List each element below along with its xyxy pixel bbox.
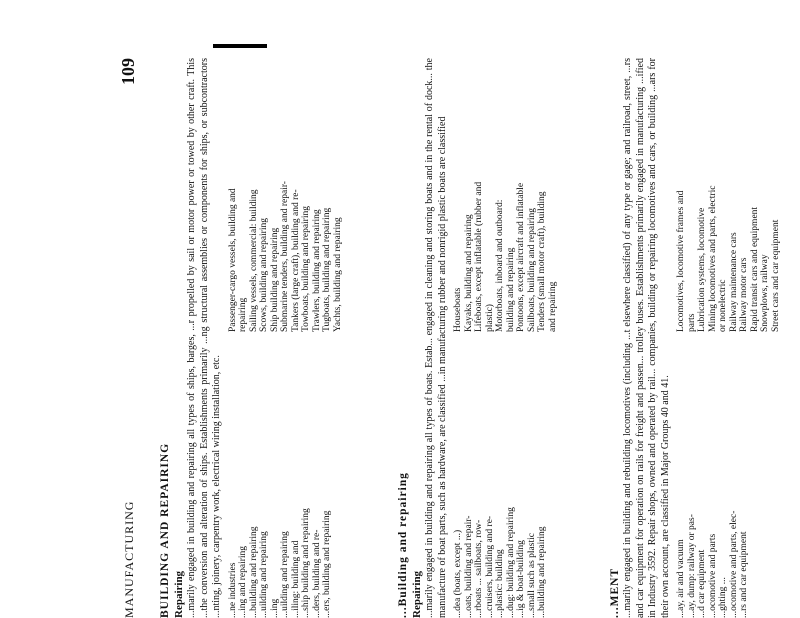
index-entry: ...dea (boats, except ...) — [453, 529, 463, 618]
index-entry: Railway motor cars — [739, 257, 749, 332]
index-entry: Lubrication systems, locomotive — [697, 207, 707, 332]
index-entry: building and repairing — [505, 247, 516, 332]
section-heading: BUILDING AND REPAIRING — [159, 442, 171, 618]
index-entry: ...uilding and repairing — [259, 531, 269, 618]
index-entry: Snowplows, railway — [760, 254, 770, 332]
index-entry: repairing — [238, 297, 248, 332]
index-entry: Street cars and car equipment — [770, 219, 781, 332]
index-entry: Houseboats — [453, 287, 463, 332]
index-entry: parts — [686, 313, 697, 332]
section-ship-building — [158, 58, 343, 618]
index-entry: ...ders, building and re- — [311, 529, 322, 618]
index-entry: Sailing vessels, commercial: building — [248, 189, 259, 332]
index-entry: Mining locomotives and parts, electric — [707, 185, 718, 332]
index-entry: ...ig & boat-building — [516, 540, 526, 618]
index-entry: ...ocomotive and parts, elec- — [728, 510, 739, 618]
index-entry: ...ay, air and vacuum — [676, 539, 686, 618]
section-boat-building — [396, 58, 558, 618]
index-entry: and repairing — [547, 281, 558, 332]
index-entry: Lifeboats, except inflatable (rubber and — [474, 181, 484, 332]
index-entry: ...ghting ... — [718, 577, 728, 618]
index-entry: ...iling: building and — [290, 540, 301, 618]
index-entry: Tankers (large craft), building and re- — [290, 189, 301, 332]
index-entry: ...plastic: building — [495, 549, 505, 618]
index-column-left — [228, 344, 344, 618]
index-entry: Pontoons, except aircraft and inflatable — [516, 182, 526, 332]
index-entry: ...ocomotive and parts — [707, 533, 718, 618]
index-entry: ...ers, building and repairing — [322, 510, 332, 618]
index-entry: ...ing — [269, 598, 280, 618]
index-entry: ...cruisers, building and re- — [484, 515, 495, 618]
redaction-bar — [213, 44, 267, 48]
index-column-right — [453, 58, 558, 332]
index-entry: ...dug: building and repairing — [505, 507, 516, 618]
section-description: ...marily engaged in building and repairing all types of boats. Estab... engaged in cleaning and storing boats and in the rental of dock... the manufacture of boat parts, such as hardware, are classified ...in manufacturing rubber and nonrigid plastic boats are classified — [424, 58, 448, 618]
page-number: 109 — [118, 58, 138, 85]
section-description: ...marily engaged in building and rebuilding locomotives (including ...t elsewhere classified) of any type or gage; and railroad, street, ...rs and car equipment for operation on rails for freight and passen... trolley buses. Establishments primarily engaged in manufacturing ...ified in Industry 3592. Repair shops, owned and operated by rail... companies, building or repairing locomotives and cars, or building ...ars for their own account, are classified in Major Groups 40 and 41. — [622, 58, 671, 618]
index-entry: Towboats, building and repairing — [301, 206, 311, 332]
index-entry: ...small such as plastic — [526, 533, 537, 618]
index-columns — [228, 58, 344, 618]
index-column-right — [676, 58, 781, 332]
index-entry: ...ship building and repairing — [301, 508, 311, 618]
index-columns — [453, 58, 558, 618]
index-entry: Kayaks, building and repairing — [463, 214, 474, 332]
index-entry: plastic) — [484, 304, 495, 332]
index-entry: ...ay, dump: railway or pas- — [686, 514, 697, 618]
index-entry: Ship building and repairing — [269, 227, 280, 332]
index-entry: ...building and repairing — [537, 526, 547, 618]
index-entry: or nonelectric — [718, 279, 728, 332]
section-subheading: Repairing — [173, 570, 185, 618]
index-entry: Motorboats, inboard and outboard: — [495, 199, 505, 332]
section-subheading: Repairing — [411, 570, 423, 618]
index-entry: Railway maintenance cars — [728, 232, 739, 332]
page-title: MANUFACTURING — [122, 500, 136, 618]
column-heading: ...ne industries — [227, 562, 238, 618]
index-entry: ...rboats ... sailboats, row- — [474, 519, 484, 618]
index-column-right — [228, 58, 344, 332]
section-heading: ...Building and repairing — [397, 472, 409, 618]
index-entry: Trawlers, building and repairing — [311, 209, 322, 332]
index-entry: Rapid transit cars and equipment — [749, 206, 760, 332]
section-railroad-equipment — [608, 58, 781, 618]
index-columns — [676, 58, 781, 618]
index-column-left — [676, 344, 781, 618]
index-entry: ...d car equipment — [697, 549, 707, 618]
index-entry: Submarine tenders, building and repair- — [280, 181, 290, 332]
index-entry: ...uilding and repairing — [280, 531, 290, 618]
index-column-left — [453, 344, 558, 618]
index-entry: Tugboats, building and repairing — [322, 207, 332, 332]
rotated-page — [118, 58, 800, 618]
page-header — [118, 58, 140, 618]
index-entry: Tenders (small motor craft), building — [537, 191, 547, 332]
index-entry: Locomotives, locomotive frames and — [676, 190, 686, 332]
index-entry: ...rs and car equipment — [739, 531, 749, 618]
index-entry: Yachts, building and repairing — [332, 217, 343, 332]
index-entry: ...ing and repairing — [238, 545, 248, 618]
index-entry: Passenger-cargo vessels, building and — [227, 188, 238, 332]
index-entry: Sailboats, building and repairing — [526, 207, 537, 332]
index-entry: ...oats, building and repair- — [463, 515, 474, 618]
index-entry: Scows, building and repairing — [259, 218, 269, 332]
section-heading: ...MENT — [609, 567, 621, 618]
index-entry: ...building and repairing — [248, 526, 259, 618]
section-description: ...marily engaged in building and repairing all types of ships, barges, ...r propelled by sail or motor power or towed by other craft. This ...the conversion and alteration of ships. Establishments primarily ...ng structural assemblies or components for ships, or subcontractors ...nting, joinery, carpentry work, electrical wiring installation, etc. — [186, 58, 222, 618]
